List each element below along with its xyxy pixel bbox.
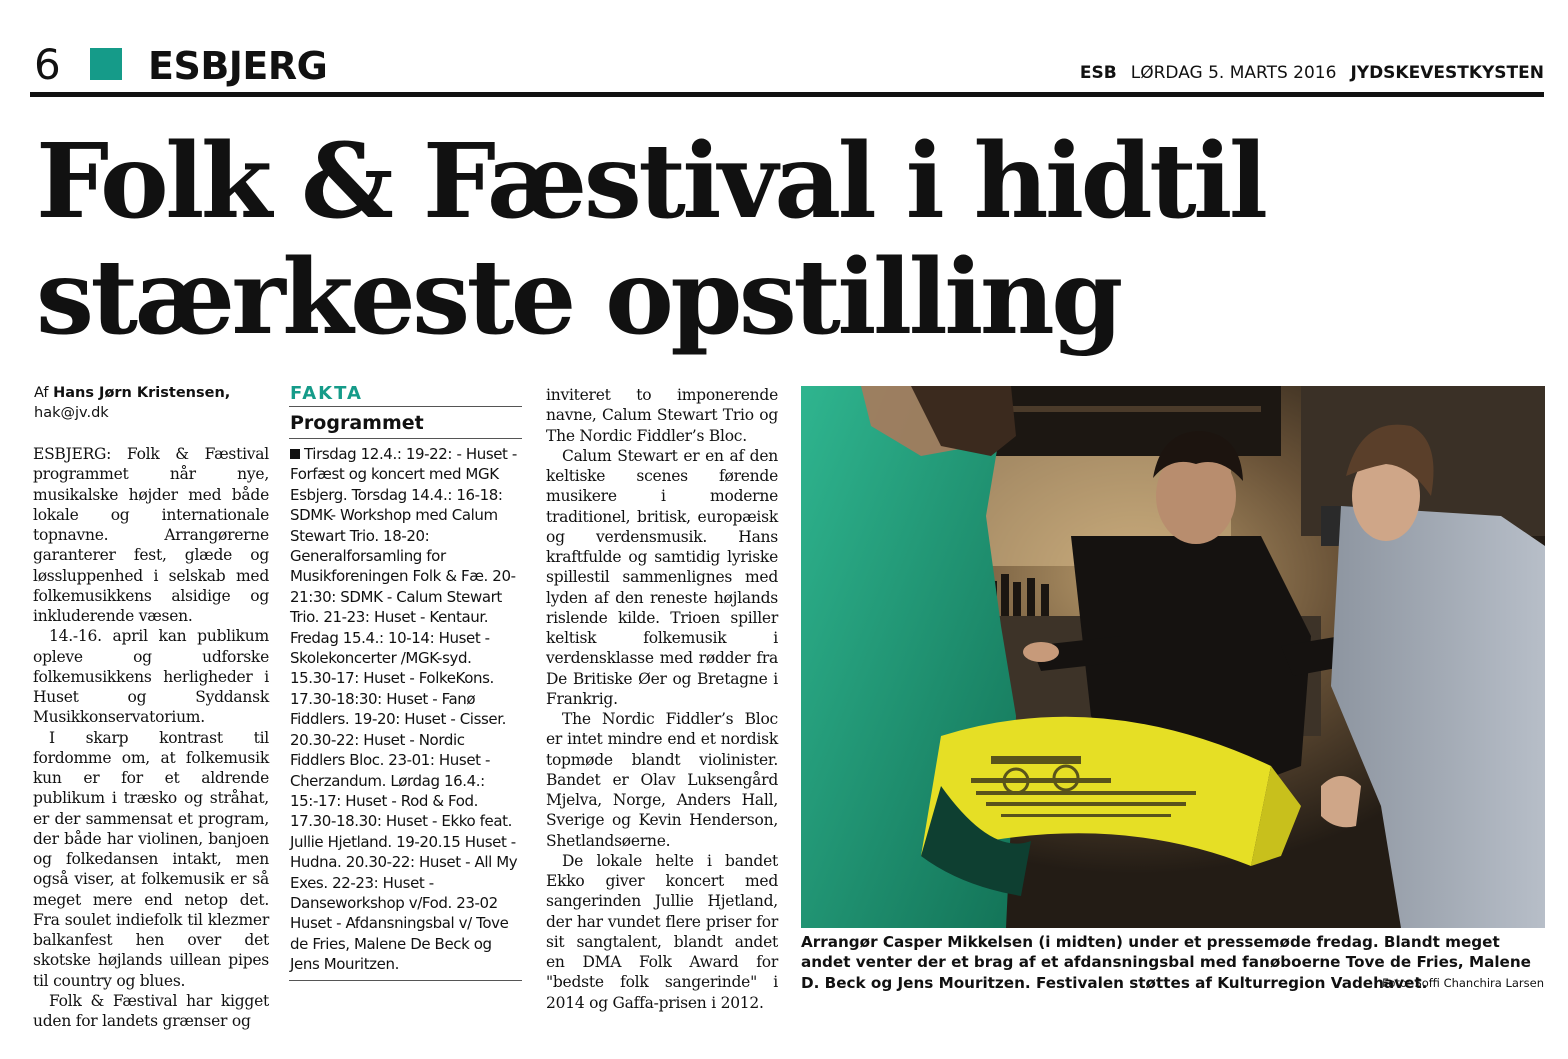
section-title: ESBJERG — [148, 44, 328, 88]
fakta-rule — [289, 438, 522, 439]
page-number: 6 — [34, 40, 61, 89]
paragraph: Calum Stewart er en af den keltiske scenes førende musikere i moderne traditionel, britisk, europæisk og verdensmusik. Hans kraftfulde og samtidig lyriske spillestil sammenlignes med lyden af den reneste højlands rislende kilde. Trioen spiller keltisk folkemusik i verdensklasse med rødder fra De Britiske Øer og Bretagne i Frankrig. — [546, 446, 778, 708]
byline-prefix: Af — [34, 385, 49, 401]
article-column-1 — [33, 444, 269, 1031]
headline-line: stærkeste opstilling — [36, 237, 1120, 358]
byline-email[interactable]: hak@jv.dk — [34, 405, 109, 421]
issue-date: LØRDAG 5. MARTS 2016 — [1130, 63, 1337, 83]
paragraph: Folk & Fæstival har kigget uden for landets grænser og — [33, 991, 269, 1030]
paragraph: ESBJERG: Folk & Fæstival programmet når nye, musikalske højder med både lokale og internationale topnavne. Arrangørerne garanterer fest, glæde og løssluppenhed i selskab med folkemusikkens alsidige og inkluderende væsen. — [33, 445, 269, 625]
photo-credit: Foto: Soffi Chanchira Larsen — [1382, 976, 1544, 990]
fakta-rule — [289, 980, 522, 981]
byline-name: Hans Jørn Kristensen, — [53, 385, 231, 401]
edition: ESB — [1079, 63, 1117, 83]
fakta-rule — [289, 406, 522, 407]
fakta-title: Programmet — [290, 412, 424, 434]
fakta-label: FAKTA — [290, 383, 363, 404]
section-square-icon — [90, 48, 122, 80]
paragraph: inviteret to imponerende navne, Calum Stewart Trio og The Nordic Fiddler’s Bloc. — [546, 386, 778, 445]
byline — [34, 383, 272, 423]
headline — [36, 121, 1536, 358]
photo-caption: Arrangør Casper Mikkelsen (i midten) under et pressemøde fredag. Blandt meget andet venter der et brag af et afdansningsbal med fanøboerne Tove de Fries, Malene D. Beck og Jens Mouritzen. Festivalen støttes af Kulturregion Vadehavet. — [801, 933, 1531, 992]
dateline — [1080, 62, 1544, 84]
paragraph: De lokale helte i bandet Ekko giver koncert med sangerinden Jullie Hjetland, der har vundet flere priser for sit sangtalent, blandt andet en DMA Folk Award for "bedste folk sangerinde" i 2014 og Gaffa-prisen i 2012. — [546, 851, 778, 1012]
paragraph: The Nordic Fiddler’s Bloc er intet mindre end et nordisk topmøde blandt violinister. Bandet er Olav Luksengård Mjelva, Norge, Anders Hall, Sverige og Kevin Henderson, Shetlandsøerne. — [546, 710, 778, 850]
article-photo — [801, 386, 1545, 928]
article-column-3 — [546, 385, 778, 1013]
fakta-body — [290, 444, 521, 975]
paragraph: 14.-16. april kan publikum opleve og udforske folkemusikkens herligheder i Huset og Syddansk Musikkonservatorium. — [33, 627, 269, 727]
headline-line: Folk & Fæstival i hidtil — [36, 121, 1265, 242]
paragraph: I skarp kontrast til fordomme om, at folkemusik kun er for et aldrende publikum i træsko og stråhat, er der sammensat et program, der både har violinen, banjoen og folkedansen intakt, men også viser, at folkemusik er så meget mere end netop det. Fra soulet indiefolk til klezmer balkanfest hen over det skotske højlands uillean pipes til country og blues. — [33, 728, 269, 990]
publication-name: JYDSKEVESTKYSTEN — [1350, 63, 1544, 83]
bullet-square-icon — [290, 449, 300, 459]
fakta-program-text: Tirsdag 12.4.: 19-22: - Huset - Forfæst og koncert med MGK Esbjerg. Torsdag 14.4.: 16-18: SDMK- Workshop med Calum Stewart Trio. 18-20: Generalforsamling for Musikforeningen Folk & Fæ. 20-21:30: SDMK - Calum Stewart Trio. 21-23: Huset - Kentaur. Fredag 15.4.: 10-14: Huset - Skolekoncerter /MGK-syd. 15.30-17: Huset - FolkeKons. 17.30-18:30: Huset - Fanø Fiddlers. 19-20: Huset - Cisser. 20.30-22: Huset - Nordic Fiddlers Bloc. 23-01: Huset -Cherzandum. Lørdag 16.4.: 15:-17: Huset - Rod & Fod. 17.30-18.30: Huset - Ekko feat. Jullie Hjetland. 19-20.15 Huset - Hudna. 20.30-22: Huset - All My Exes. 22-23: Huset - Danseworkshop v/Fod. 23-02 Huset - Afdansningsbal v/ Tove de Fries, Malene De Beck og Jens Mouritzen. — [290, 445, 518, 974]
header-rule — [30, 92, 1544, 97]
